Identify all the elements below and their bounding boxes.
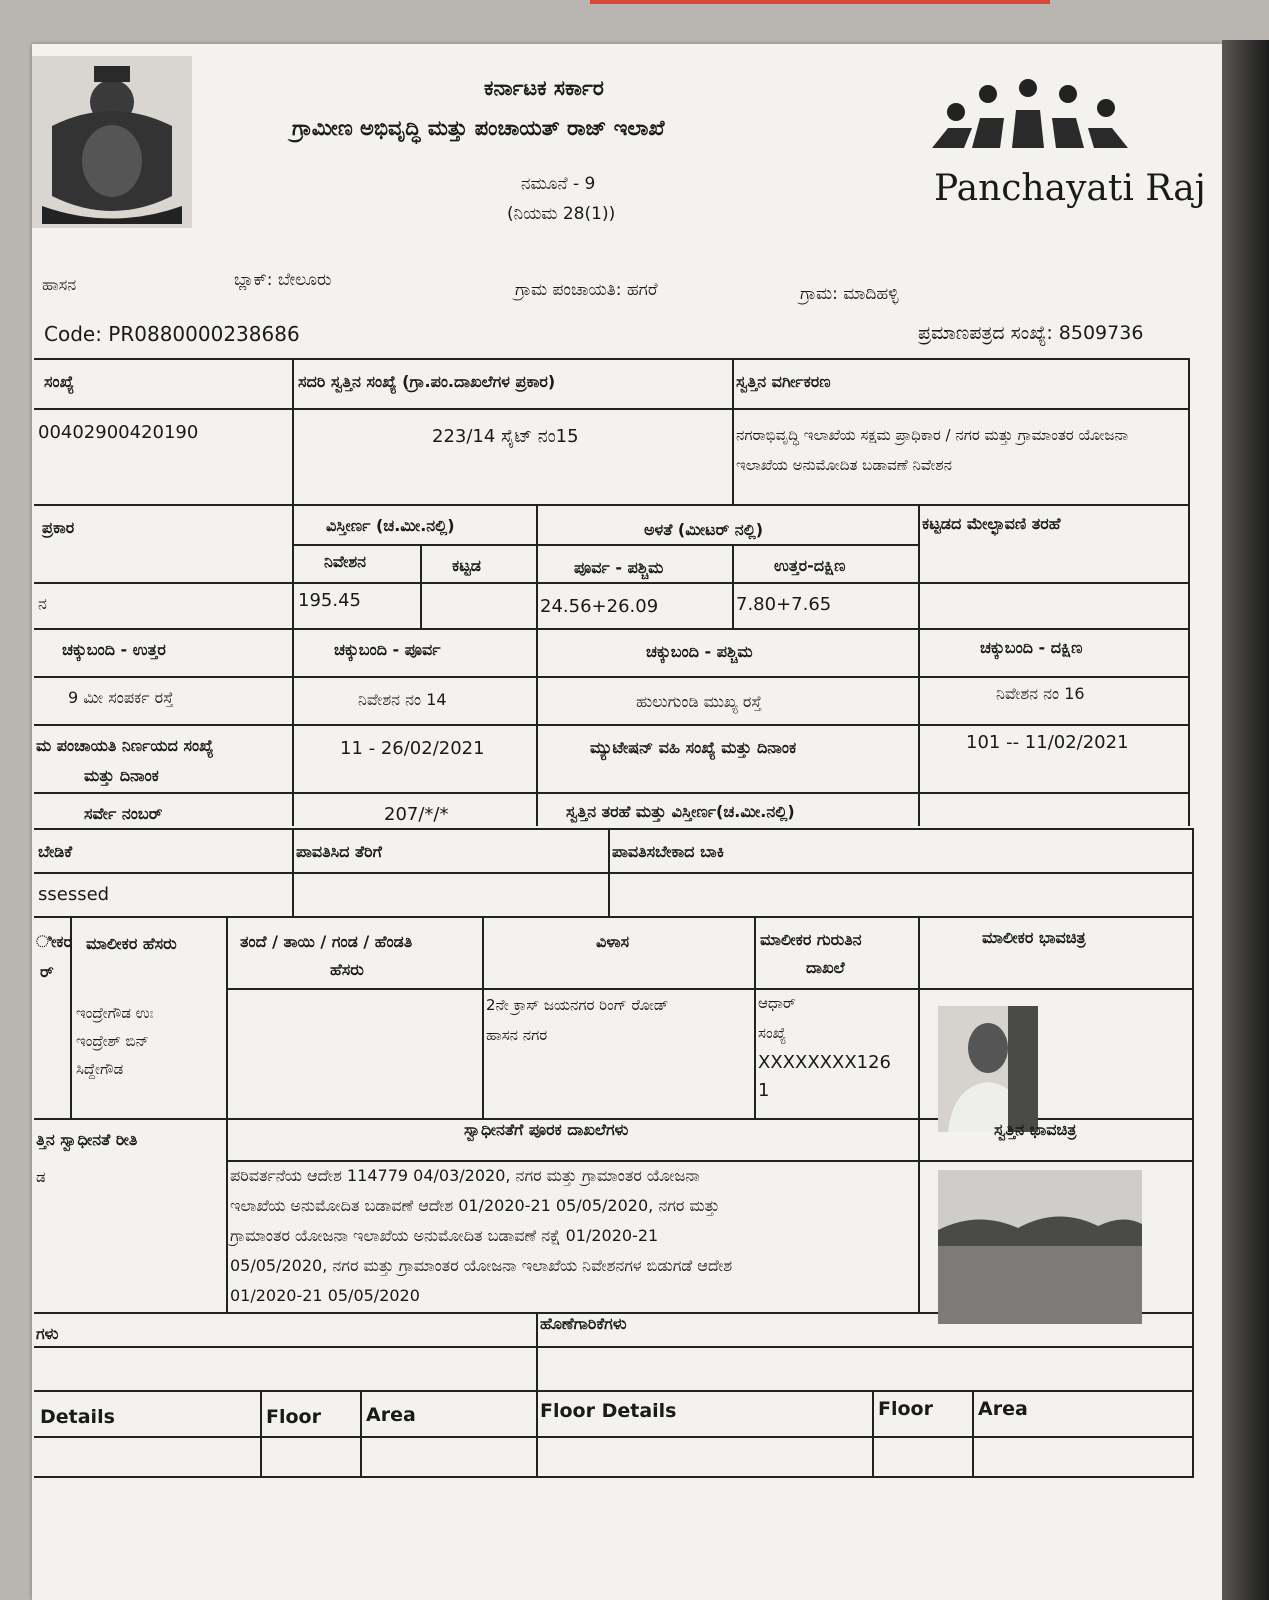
panchayati-raj-logo-icon — [928, 78, 1138, 168]
hdr-east-west: ಪೂರ್ವ - ಪಶ್ಚಿಮ — [574, 558, 664, 577]
docs-line-5: 01/2020-21 05/05/2020 — [230, 1286, 420, 1305]
hdr-ownership-method: ತ್ತಿನ ಸ್ವಾಧೀನತೆ ರೀತಿ — [36, 1130, 138, 1149]
gram-panchayat: ಗ್ರಾಮ ಪಂಚಾಯತಿ: ಹಗರೆ — [515, 280, 658, 300]
hdr-floor-left: Floor — [266, 1406, 321, 1428]
hdr-floor-right: Floor — [878, 1398, 933, 1420]
property-code: Code: PR0880000238686 — [44, 322, 300, 346]
hdr-roof-type: ಕಟ್ಟಡದ ಮೇಲ್ಛಾವಣಿ ತರಹೆ — [922, 514, 1061, 533]
dept-title: ಗ್ರಾಮೀಣ ಅಭಿವೃದ್ಧಿ ಮತ್ತು ಪಂಚಾಯತ್ ರಾಜ್ ಇಲಾಖೆ — [292, 116, 665, 140]
village: ಗ್ರಾಮ: ಮಾದಿಹಳ್ಳಿ — [800, 284, 899, 304]
boundary-south: ನಿವೇಶನ ನಂ 16 — [996, 684, 1085, 703]
docs-line-3: ಗ್ರಾಮಾಂತರ ಯೋಜನಾ ಇಲಾಖೆಯ ಅನುಮೋದಿತ ಬಡಾವಣೆ ನಕ್ಷೆ 01/2020-21 — [230, 1226, 659, 1245]
hdr-owner-id: ಮಾಲೀಕರ ಗುರುತಿನ — [760, 930, 862, 949]
hdr-measurement: ಅಳತೆ (ಮೀಟರ್ ನಲ್ಲಿ) — [644, 520, 764, 539]
form-sheet — [32, 44, 1222, 1600]
owner-name-line-3: ಸಿದ್ದೇಗೌಡ — [76, 1060, 124, 1078]
owner-name-line-2: ಇಂದ್ರೇಶ್ ಬಿನ್ — [76, 1032, 149, 1050]
property-id: 00402900420190 — [38, 422, 199, 443]
hdr-resolution: ಮ ಪಂಚಾಯತಿ ನಿರ್ಣಯದ ಸಂಖ್ಯೆ — [36, 736, 214, 755]
boundary-east: ನಿವೇಶನ ನಂ 14 — [358, 690, 447, 709]
hdr-property-photo: ಸ್ವತ್ತಿನ ಭಾವಚಿತ್ರ — [994, 1120, 1077, 1139]
hdr-site: ನಿವೇಶನ — [324, 552, 367, 571]
district: ಹಾಸನ — [42, 275, 77, 294]
hdr-type: ಪ್ರಕಾರ — [42, 518, 75, 537]
rule-line — [34, 358, 1190, 360]
hdr-owner-number-2: ರ್ — [40, 962, 54, 981]
panchayati-raj-wordmark: Panchayati Raj — [934, 168, 1206, 209]
hdr-property-kind: ಸ್ವತ್ತಿನ ತರಹೆ ಮತ್ತು ವಿಸ್ತೀರ್ಣ(ಚ.ಮೀ.ನಲ್ಲಿ) — [566, 802, 795, 821]
hdr-classification: ಸ್ವತ್ತಿನ ವರ್ಗೀಕರಣ — [736, 372, 831, 391]
hdr-area-right: Area — [978, 1398, 1028, 1420]
hdr-building: ಕಟ್ಟಡ — [452, 556, 481, 575]
hdr-north-south: ಉತ್ತರ-ದಕ್ಷಿಣ — [774, 556, 846, 575]
hdr-owner-id-2: ದಾಖಲೆ — [806, 958, 845, 977]
form-number: ನಮೂನೆ - 9 — [521, 174, 596, 194]
resolution-value: 11 - 26/02/2021 — [340, 738, 485, 759]
property-number: 223/14 ಸೈಟ್ ನಂ15 — [432, 426, 579, 447]
hdr-liabilities-left: ಗಳು — [36, 1324, 59, 1343]
hdr-mutation: ಮ್ಯುಟೇಷನ್ ವಹಿ ಸಂಖ್ಯೆ ಮತ್ತು ದಿನಾಂಕ — [590, 738, 797, 757]
north-south-value: 7.80+7.65 — [736, 594, 832, 615]
owner-id-type: ಆಧಾರ್ — [758, 994, 796, 1012]
property-type: ನ — [38, 594, 47, 613]
hdr-owner-photo: ಮಾಲೀಕರ ಭಾವಚಿತ್ರ — [982, 928, 1086, 947]
owner-photo — [938, 1006, 1038, 1132]
hdr-demand: ಬೇಡಿಕೆ — [38, 842, 73, 861]
rule-number: (ನಿಯಮ 28(1)) — [507, 204, 616, 224]
hdr-owner-name: ಮಾಲೀಕರ ಹೆಸರು — [86, 934, 177, 953]
boundary-north: 9 ಮೀ ಸಂಪರ್ಕ ರಸ್ತೆ — [68, 688, 174, 707]
east-west-value: 24.56+26.09 — [540, 596, 659, 617]
page-edge-shadow — [1222, 40, 1269, 1600]
hdr-property-number: ಸದರಿ ಸ್ವತ್ತಿನ ಸಂಖ್ಯೆ (ಗ್ರಾ.ಪಂ.ದಾಖಲೆಗಳ ಪ್ರಕಾರ) — [298, 372, 556, 391]
hdr-area-left: Area — [366, 1404, 416, 1426]
property-photo — [938, 1170, 1142, 1324]
certificate-number: ಪ್ರಮಾಣಪತ್ರದ ಸಂಖ್ಯೆ: 8509736 — [918, 322, 1144, 344]
block: ಬ್ಲಾಕ್: ಬೇಲೂರು — [234, 270, 332, 290]
page-edge-mark — [590, 0, 1050, 4]
hdr-parent-name: ತಂದೆ / ತಾಯಿ / ಗಂಡ / ಹೆಂಡತಿ — [240, 932, 413, 951]
hdr-resolution-date: ಮತ್ತು ದಿನಾಂಕ — [84, 766, 159, 785]
hdr-area: ವಿಸ್ತೀರ್ಣ (ಚ.ಮೀ.ನಲ್ಲಿ) — [326, 516, 455, 535]
survey-number: 207/*/* — [384, 804, 449, 825]
mutation-value: 101 -- 11/02/2021 — [966, 732, 1129, 753]
ownership-method: ಡ — [36, 1168, 46, 1186]
hdr-number: ಸಂಖ್ಯೆ — [44, 372, 75, 391]
hdr-boundary-south: ಚಕ್ಕುಬಂದಿ - ದಕ್ಷಿಣ — [980, 638, 1083, 657]
govt-title: ಕರ್ನಾಟಕ ಸರ್ಕಾರ — [484, 76, 604, 100]
hdr-survey: ಸರ್ವೇ ನಂಬರ್ — [84, 804, 163, 823]
hdr-address: ವಿಳಾಸ — [596, 932, 630, 951]
karnataka-emblem-icon — [32, 56, 192, 228]
hdr-supporting-docs: ಸ್ವಾಧೀನತೆಗೆ ಪೂರಕ ದಾಖಲೆಗಳು — [464, 1120, 629, 1139]
owner-id-number: XXXXXXXX126 — [758, 1052, 892, 1073]
classification-text: ನಗರಾಭಿವೃದ್ಧಿ ಇಲಾಖೆಯ ಸಕ್ಷಮ ಪ್ರಾಧಿಕಾರ / ನಗರ ಮತ್ತು ಗ್ರಾಮಾಂತರ ಯೋಜನಾ ಇಲಾಖೆಯ ಅನುಮೋದಿತ ಬಡಾವಣೆ ನಿವೇಶನ — [736, 426, 1129, 474]
hdr-boundary-north: ಚಕ್ಕುಬಂದಿ - ಉತ್ತರ — [62, 640, 166, 659]
owner-id-number-tail: 1 — [758, 1080, 770, 1101]
docs-line-4: 05/05/2020, ನಗರ ಮತ್ತು ಗ್ರಾಮಾಂತರ ಯೋಜನಾ ಇಲಾಖೆಯ ನಿವೇಶನಗಳ ಬಿಡುಗಡೆ ಆದೇಶ — [230, 1256, 733, 1275]
hdr-floor-details-right: Floor Details — [540, 1400, 677, 1422]
hdr-details-left: Details — [40, 1406, 115, 1428]
owner-address-line-2: ಹಾಸನ ನಗರ — [486, 1026, 548, 1044]
hdr-paid-tax: ಪಾವತಿಸಿದ ತೆರಿಗೆ — [296, 842, 382, 861]
owner-address-line-1: 2ನೇ ಕ್ರಾಸ್ ಜಯನಗರ ರಿಂಗ್ ರೋಡ್ — [486, 996, 669, 1014]
hdr-balance-due: ಪಾವತಿಸಬೇಕಾದ ಬಾಕಿ — [612, 842, 725, 861]
boundary-west: ಹುಲುಗುಂಡಿ ಮುಖ್ಯ ರಸ್ತೆ — [636, 692, 762, 711]
docs-line-1: ಪರಿವರ್ತನೆಯ ಆದೇಶ 114779 04/03/2020, ನಗರ ಮತ್ತು ಗ್ರಾಮಾಂತರ ಯೋಜನಾ — [230, 1166, 700, 1185]
hdr-boundary-west: ಚಕ್ಕುಬಂದಿ - ಪಶ್ಚಿಮ — [646, 642, 753, 661]
owner-name-line-1: ಇಂದ್ರೇಗೌಡ ಉಃ — [76, 1004, 154, 1022]
owner-id-label: ಸಂಖ್ಯೆ — [758, 1024, 787, 1042]
docs-line-2: ಇಲಾಖೆಯ ಅನುಮೋದಿತ ಬಡಾವಣೆ ಆದೇಶ 01/2020-21 05/05/2020, ನಗರ ಮತ್ತು — [230, 1196, 720, 1215]
hdr-boundary-east: ಚಕ್ಕುಬಂದಿ - ಪೂರ್ವ — [334, 640, 441, 659]
hdr-parent-name-2: ಹೆಸರು — [330, 960, 364, 979]
site-area: 195.45 — [298, 590, 361, 611]
hdr-owner-number: ೀಕರ — [36, 932, 72, 951]
demand-value: ssessed — [38, 884, 110, 905]
hdr-liabilities: ಹೊಣೆಗಾರಿಕೆಗಳು — [540, 1314, 627, 1333]
